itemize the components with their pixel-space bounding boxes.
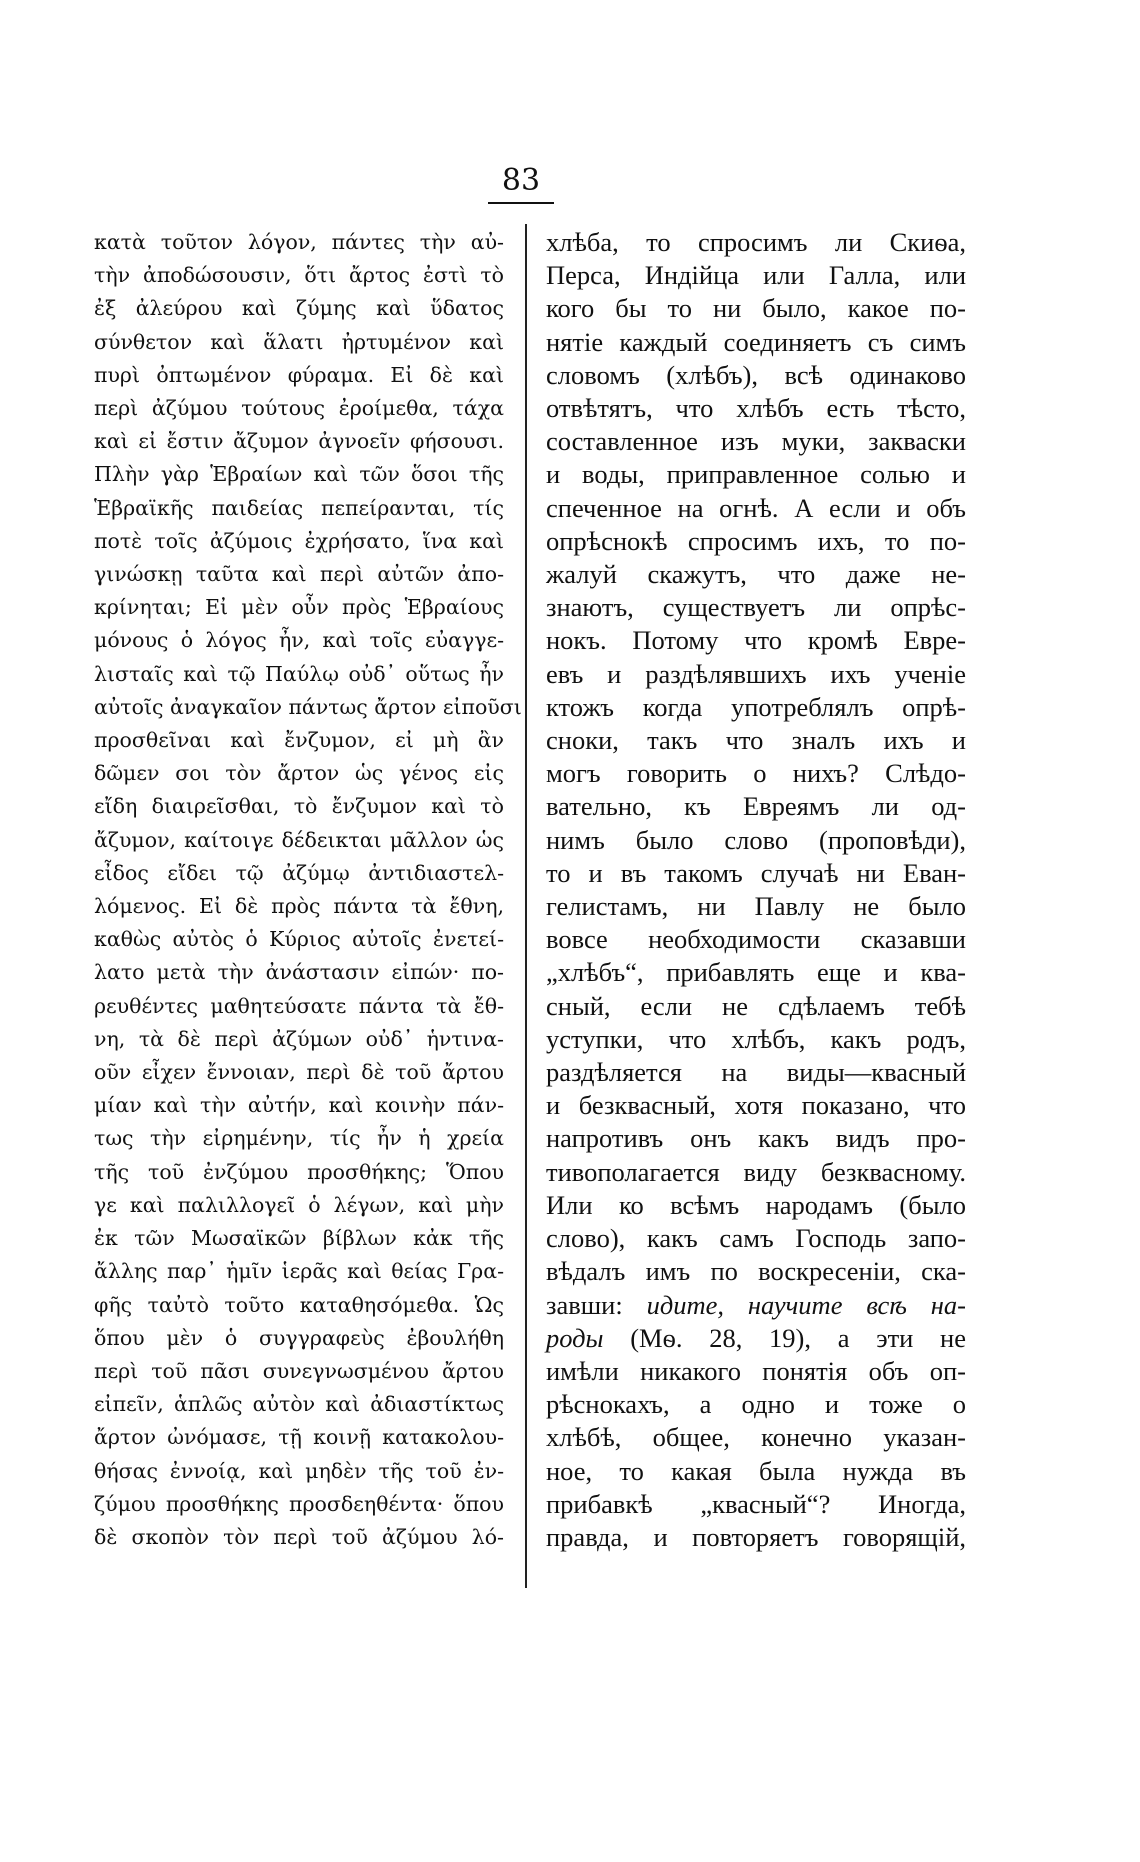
text-line: Перса, Индійца или Галла, или — [546, 260, 966, 291]
text-line: то и въ такомъ случаѣ ни Еван- — [546, 857, 966, 888]
text-line: ἄλλης παρ᾽ ἡμῖν ἱερᾶς καὶ θείας Γρα- — [94, 1259, 504, 1284]
text-line: имѣли никакого понятія объ оп- — [546, 1355, 966, 1386]
text-line: ἄζυμον, καίτοιγε δέδεικται μᾶλλον ὡς — [94, 827, 504, 852]
text-line: ное, то какая была нужда въ — [546, 1455, 966, 1486]
text-line: ἐξ ἀλεύρου καὶ ζύμης καὶ ὕδατος — [94, 296, 504, 321]
text-line: λατο μετὰ τὴν ἀνάστασιν εἰπών· πο- — [94, 960, 504, 985]
text-line: ἄρτον ὠνόμασε, τῇ κοινῇ κατακολου- — [94, 1425, 504, 1450]
russian-text-column — [546, 226, 966, 1554]
text-line: спеченное на огнѣ. А если и объ — [546, 492, 966, 523]
text-line: ρευθέντες μαθητεύσατε πάντα τὰ ἔθ- — [94, 993, 504, 1018]
text-line: γε καὶ παλιλλογεῖ ὁ λέγων, καὶ μὴν — [94, 1192, 504, 1217]
text-line: знаютъ, существуетъ ли опрѣс- — [546, 592, 966, 623]
text-line: περὶ ἀζύμου τούτους ἐροίμεθα, τάχα — [94, 396, 504, 421]
text-line: жалуй скажутъ, что даже не- — [546, 559, 966, 590]
text-line: καθὼς αὐτὸς ὁ Κύριος αὐτοῖς ἐνετεί- — [94, 927, 504, 952]
text-line: напротивъ онъ какъ видъ про- — [546, 1123, 966, 1154]
text-line: Πλὴν γὰρ Ἑβραίων καὶ τῶν ὅσοι τῆς — [94, 462, 504, 487]
text-line: вовсе необходимости сказавши — [546, 924, 966, 955]
text-line: слово), какъ самъ Господь запо- — [546, 1223, 966, 1254]
text-line: уступки, что хлѣбъ, какъ родъ, — [546, 1023, 966, 1054]
text-line: λισταῖς καὶ τῷ Παύλῳ οὐδ᾽ οὕτως ἦν — [94, 661, 504, 686]
text-line: προσθεῖναι καὶ ἔνζυμον, εἰ μὴ ἂν — [94, 728, 504, 753]
text-line: ζύμου προσθήκης προσδεηθέντα· ὅπου — [94, 1491, 504, 1516]
column-divider — [525, 224, 527, 1588]
text-line: καὶ εἰ ἔστιν ἄζυμον ἀγνοεῖν φήσουσι. — [94, 429, 504, 454]
text-line — [546, 1322, 966, 1355]
text-line: опрѣснокѣ спросимъ ихъ, то по- — [546, 525, 966, 556]
text-line: λόμενος. Εἰ δὲ πρὸς πάντα τὰ ἔθνη, — [94, 894, 504, 919]
text-line: отвѣтятъ, что хлѣбъ есть тѣсто, — [546, 393, 966, 424]
text-run: (Мѳ. 28, 19), а эти не — [603, 1322, 966, 1353]
text-line: μόνους ὁ λόγος ἦν, καὶ τοῖς εὐαγγε- — [94, 628, 504, 653]
text-line: вѣдалъ имъ по воскресеніи, ска- — [546, 1256, 966, 1287]
text-line: τως τὴν εἰρημένην, τίς ἦν ἡ χρεία — [94, 1126, 504, 1151]
text-line: κατὰ τοῦτον λόγον, πάντες τὴν αὐ- — [94, 230, 504, 254]
text-line — [546, 1289, 966, 1322]
text-line: μίαν καὶ τὴν αὐτήν, καὶ κοινὴν πάν- — [94, 1093, 504, 1118]
text-line: εἶδος εἴδει τῷ ἀζύμῳ ἀντιδιαστελ- — [94, 860, 504, 885]
greek-text-column — [94, 226, 522, 1554]
text-line: ὅπου μὲν ὁ συγγραφεὺς ἐβουλήθη — [94, 1325, 504, 1350]
text-line: αὐτοῖς ἀναγκαῖον πάντως ἄρτον εἰποῦσι — [94, 694, 522, 719]
text-line: тивополагается виду безквасному. — [546, 1156, 966, 1187]
text-line: рѣснокахъ, а одно и тоже о — [546, 1389, 966, 1420]
text-line: Или ко всѣмъ народамъ (было — [546, 1189, 966, 1220]
text-line: κρίνηται; Εἰ μὲν οὖν πρὸς Ἑβραίους — [94, 595, 504, 620]
text-line: правда, и повторяетъ говорящій, — [546, 1521, 966, 1552]
text-line: γινώσκῃ ταῦτα καὶ περὶ αὐτῶν ἀπο- — [94, 562, 504, 587]
italic-quote: роды — [546, 1322, 604, 1353]
text-line: νη, τὰ δὲ περὶ ἀζύμων οὐδ᾽ ἡντινα- — [94, 1026, 504, 1051]
text-line: хлѣбѣ, общее, конечно указан- — [546, 1422, 966, 1453]
text-line: нокъ. Потому что кромѣ Евре- — [546, 625, 966, 656]
text-line: гелистамъ, ни Павлу не было — [546, 891, 966, 922]
text-line: сноки, такъ что зналъ ихъ и — [546, 725, 966, 756]
text-line: τὴν ἀποδώσουσιν, ὅτι ἄρτος ἐστὶ τὸ — [94, 263, 504, 288]
text-line: хлѣба, то спросимъ ли Скиѳа, — [546, 227, 966, 257]
text-line: составленное изъ муки, закваски — [546, 426, 966, 457]
text-line: евъ и раздѣлявшихъ ихъ ученіе — [546, 658, 966, 689]
text-line: нятіе каждый соединяетъ съ симъ — [546, 326, 966, 357]
text-line: ἐκ τῶν Μωσαϊκῶν βίβλων κἀκ τῆς — [94, 1226, 504, 1251]
text-line: могъ говорить о нихъ? Слѣдо- — [546, 758, 966, 789]
text-line: θήσας ἐννοίᾳ, καὶ μηδὲν τῆς τοῦ ἐν- — [94, 1458, 504, 1483]
page-number: 83 — [501, 163, 541, 198]
text-line: Ἑβραϊκῆς παιδείας πεπείρανται, τίς — [94, 495, 504, 520]
text-line: словомъ (хлѣбъ), всѣ одинаково — [546, 359, 966, 390]
text-run: завши: — [546, 1289, 647, 1320]
text-line: кого бы то ни было, какое по- — [546, 293, 966, 324]
text-line: δὲ σκοπὸν τὸν περὶ τοῦ ἀζύμου λό- — [94, 1524, 504, 1549]
text-line: εἴδη διαιρεῖσθαι, τὸ ἔνζυμον καὶ τὸ — [94, 794, 504, 819]
text-line: и воды, приправленное солью и — [546, 459, 966, 490]
text-line: περὶ τοῦ πᾶσι συνεγνωσμένου ἄρτου — [94, 1358, 504, 1383]
text-line: ктожъ когда употреблялъ опрѣ- — [546, 691, 966, 722]
text-line: εἰπεῖν, ἁπλῶς αὐτὸν καὶ ἀδιαστίκτως — [94, 1392, 504, 1417]
text-line: вательно, къ Евреямъ ли од- — [546, 791, 966, 822]
text-line: сный, если не сдѣлаемъ тебѣ — [546, 990, 966, 1021]
text-line: δῶμεν σοι τὸν ἄρτον ὡς γένος εἰς — [94, 761, 504, 786]
text-line: раздѣляется на виды—квасный — [546, 1057, 966, 1088]
text-line: и безквасный, хотя показано, что — [546, 1090, 966, 1121]
text-line: φῆς ταὐτὸ τοῦτο καταθησόμεθα. Ὡς — [94, 1292, 504, 1317]
text-line: σύνθετον καὶ ἅλατι ἠρτυμένον καὶ — [94, 329, 504, 354]
text-line: „хлѣбъ“, прибавлять еще и ква- — [546, 957, 966, 988]
text-line: прибавкѣ „квасный“? Иногда, — [546, 1488, 966, 1519]
text-line: нимъ было слово (проповѣди), — [546, 824, 966, 855]
italic-quote: идите, научите всѣ на- — [646, 1289, 966, 1320]
text-line: ποτὲ τοῖς ἀζύμοις ἐχρήσατο, ἵνα καὶ — [94, 528, 504, 553]
text-line: τῆς τοῦ ἐνζύμου προσθήκης; Ὅπου — [94, 1159, 504, 1184]
text-line: πυρὶ ὀπτωμένον φύραμα. Εἰ δὲ καὶ — [94, 362, 504, 387]
page-number-rule — [488, 202, 554, 204]
text-line: οῦν εἶχεν ἔννοιαν, περὶ δὲ τοῦ ἄρτου — [94, 1060, 504, 1085]
